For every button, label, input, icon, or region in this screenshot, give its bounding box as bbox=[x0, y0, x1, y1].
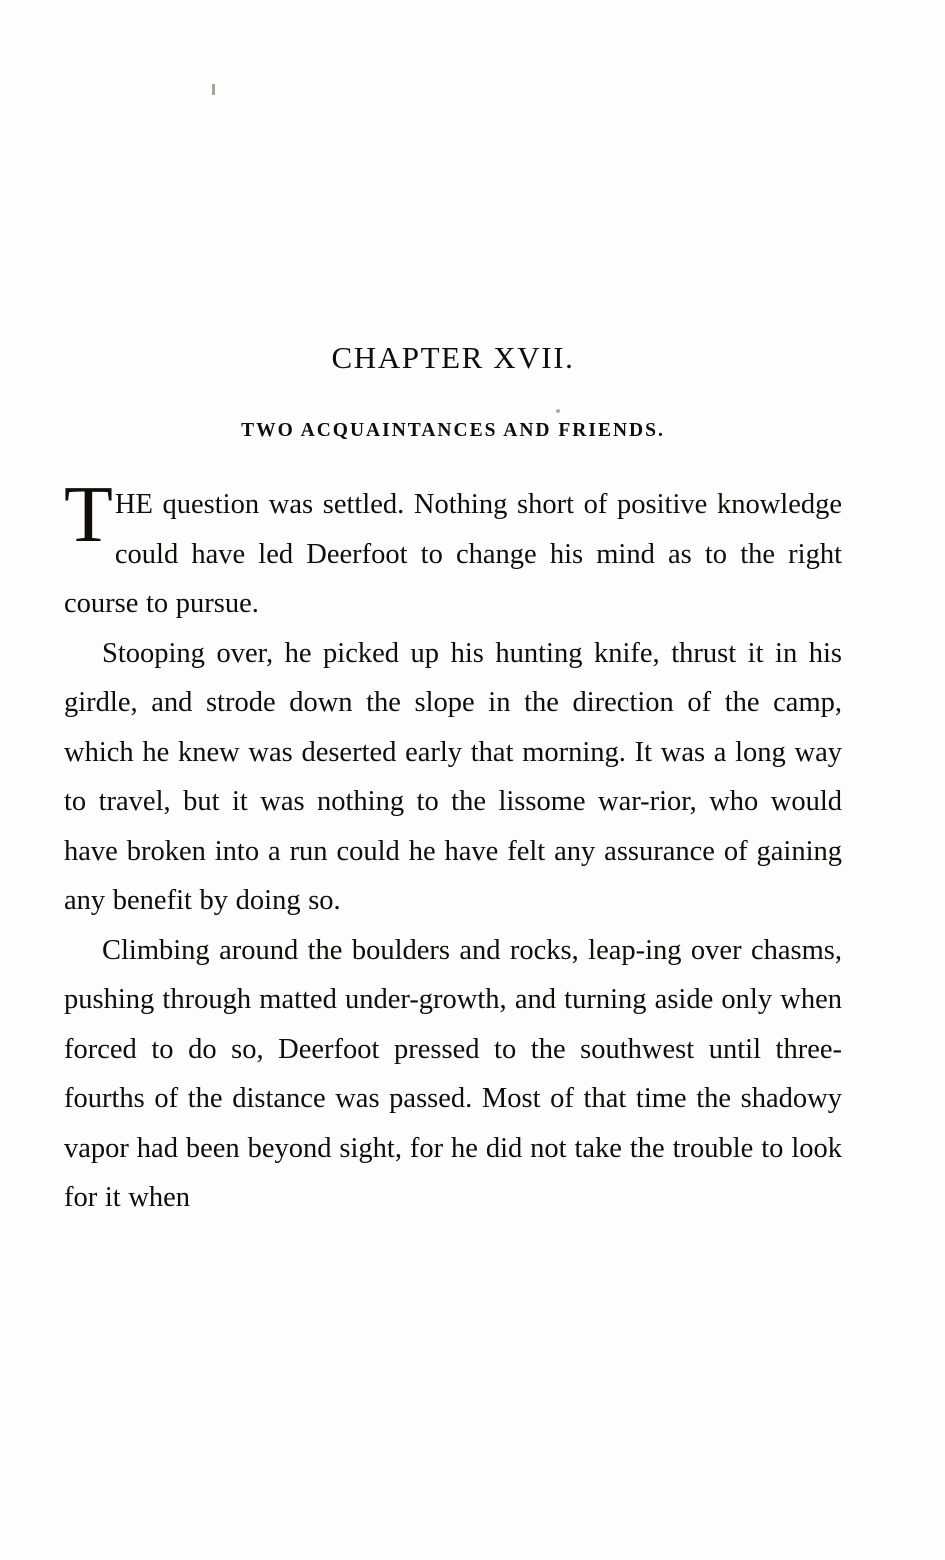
paragraph-first-line: HE question was settled. Nothing short of bbox=[114, 489, 608, 520]
drop-cap-letter: T bbox=[64, 471, 113, 559]
page-content bbox=[64, 340, 842, 1223]
paragraph-first-rest: positive knowledge could have led Deerfoot to change his mind as to the right course to pursue. bbox=[64, 489, 842, 619]
paragraph-2: Stooping over, he picked up his hunting knife, thrust it in his girdle, and strode down the slope in the direction of the camp, which he knew was deserted early that morning. It was a long way to travel, but it was nothing to the lissome war-rior, who would have broken into a run could he have felt any assurance of gaining any benefit by doing so. bbox=[64, 637, 842, 916]
paragraph-first bbox=[64, 471, 842, 629]
chapter-title: CHAPTER XVII. bbox=[331, 340, 575, 375]
paragraph-3: Climbing around the boulders and rocks, leap-ing over chasms, pushing through matted under-growth, and turning aside only when forced to do so, Deerfoot pressed to the southwest until three-fourths of the distance was passed. Most of that time the shadowy vapor had been beyond sight, for he did not take the trouble to look for it when bbox=[64, 934, 842, 1213]
page-artifact-dot bbox=[556, 409, 560, 413]
page-artifact-speck bbox=[212, 84, 215, 95]
chapter-subtitle: TWO ACQUAINTANCES AND FRIENDS. bbox=[241, 420, 665, 441]
